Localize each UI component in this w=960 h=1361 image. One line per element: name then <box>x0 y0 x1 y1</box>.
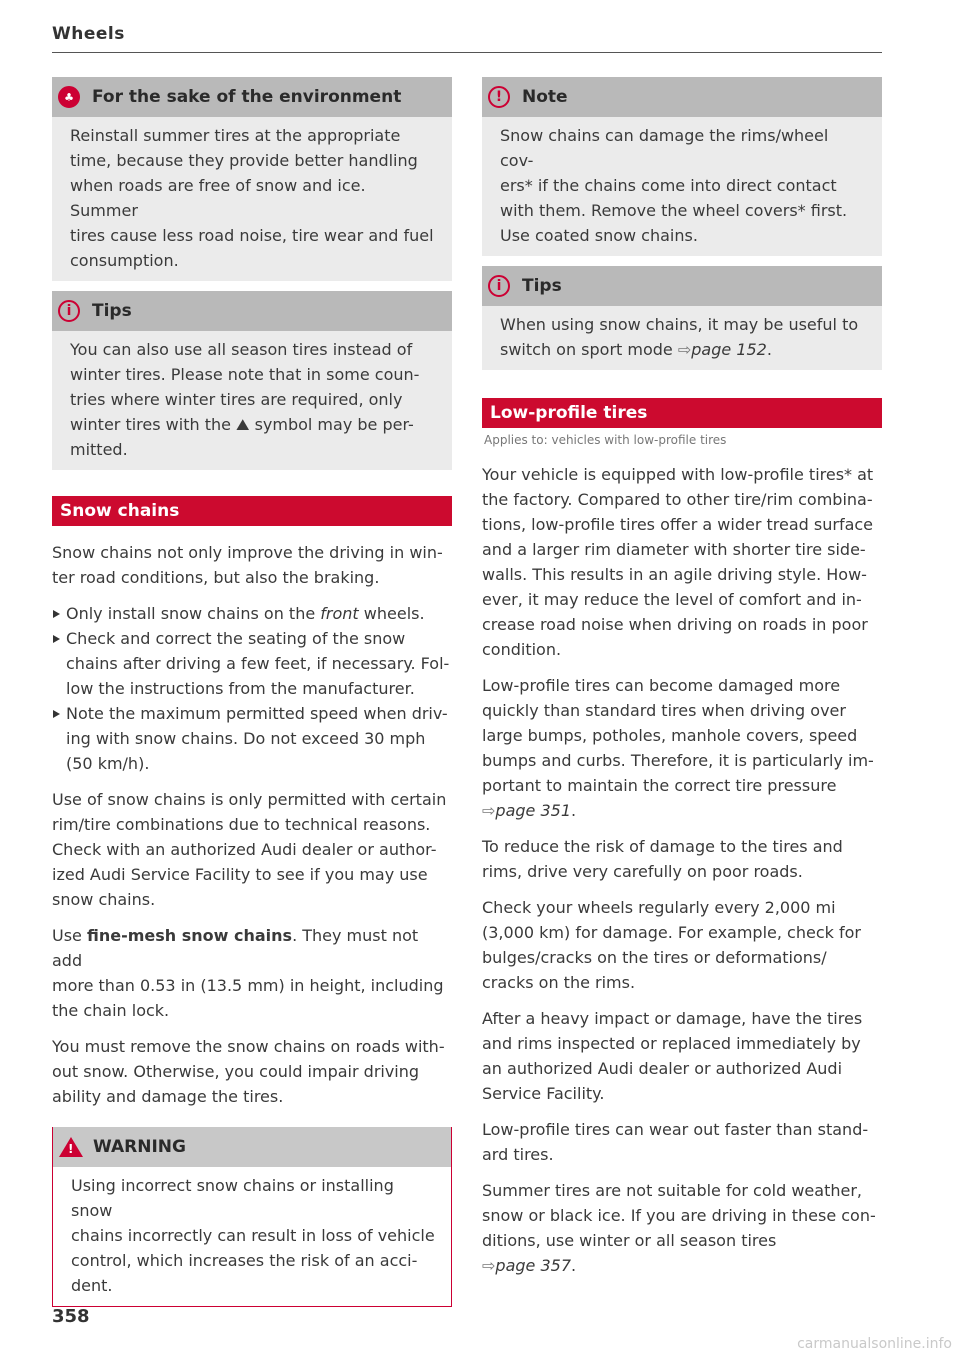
exclamation-icon: ! <box>488 86 510 108</box>
text-line: an authorized Audi dealer or authorized Audi <box>482 1059 843 1078</box>
text-run: Only install snow chains on the <box>66 604 321 623</box>
text-line: ⇨page 351. <box>482 801 577 820</box>
page-ref-text: page 152 <box>691 340 767 359</box>
text-line: chains after driving a few feet, if necessary. Fol- <box>66 654 450 673</box>
text-line: Service Facility. <box>482 1084 605 1103</box>
tips-box-body <box>52 331 452 470</box>
text-line: large bumps, potholes, manhole covers, speed <box>482 726 858 745</box>
text-line: rim/tire combinations due to technical reasons. <box>52 815 431 834</box>
text-line: (50 km/h). <box>66 754 150 773</box>
text-line: After a heavy impact or damage, have the tires <box>482 1009 863 1028</box>
text-line: the chain lock. <box>52 1001 170 1020</box>
text-line: Low-profile tires can become damaged more <box>482 676 841 695</box>
note-box <box>482 77 882 256</box>
text-line: ⇨page 357. <box>482 1256 577 1275</box>
text-line: Reinstall summer tires at the appropriate <box>70 126 401 145</box>
text-line: Use of snow chains is only permitted with certain <box>52 790 447 809</box>
text-line: control, which increases the risk of an acci- <box>71 1251 418 1270</box>
text-line: consumption. <box>70 251 179 270</box>
text-line: To reduce the risk of damage to the tires and <box>482 837 843 856</box>
text-line: when roads are free of snow and ice. Summer <box>70 176 366 220</box>
info-icon: i <box>58 300 80 322</box>
low-profile-para-4 <box>482 895 882 995</box>
snow-chains-intro <box>52 540 452 590</box>
text-line: Snow chains can damage the rims/wheel cov- <box>500 126 829 170</box>
snow-chains-para-2 <box>52 923 452 1023</box>
warning-box <box>52 1127 452 1307</box>
environment-box-body <box>52 117 452 281</box>
tips-box-header <box>482 266 882 306</box>
bullet-item <box>52 626 452 701</box>
text-line: portant to maintain the correct tire pressure <box>482 776 837 795</box>
text-line: winter tires. Please note that in some coun- <box>70 365 420 384</box>
text-line: When using snow chains, it may be useful to <box>500 315 859 334</box>
snow-chains-bullets <box>52 601 452 776</box>
text-line: crease road noise when driving on roads in poor <box>482 615 868 634</box>
text-line: rims, drive very carefully on poor roads. <box>482 862 803 881</box>
info-icon: i <box>488 275 510 297</box>
text-line: the factory. Compared to other tire/rim combina- <box>482 490 873 509</box>
page-ref-text: page 357 <box>495 1256 571 1275</box>
low-profile-para-7 <box>482 1178 882 1278</box>
text-line: ability and damage the tires. <box>52 1087 284 1106</box>
low-profile-para-1 <box>482 462 882 662</box>
text-line: ing with snow chains. Do not exceed 30 mph <box>66 729 426 748</box>
low-profile-para-5 <box>482 1006 882 1106</box>
text-line: ers* if the chains come into direct contact <box>500 176 837 195</box>
environment-box <box>52 77 452 281</box>
text-line: bumps and curbs. Therefore, it is particularly im- <box>482 751 874 770</box>
text-run: . <box>766 340 772 359</box>
text-line: chains incorrectly can result in loss of vehicle <box>71 1226 435 1245</box>
text-line: and a larger rim diameter with shorter tire side- <box>482 540 866 559</box>
emphasis-front: front <box>320 604 359 623</box>
tips-box-right <box>482 266 882 370</box>
bullet-item <box>52 701 452 776</box>
text-line <box>500 337 866 362</box>
note-box-header <box>482 77 882 117</box>
text-line: snow or black ice. If you are driving in these con- <box>482 1206 876 1225</box>
text-line: more than 0.53 in (13.5 mm) in height, including <box>52 976 444 995</box>
low-profile-para-3 <box>482 834 882 884</box>
environment-box-title: For the sake of the environment <box>92 87 402 107</box>
snow-chains-para-1 <box>52 787 452 912</box>
low-profile-para-6 <box>482 1117 882 1167</box>
page-reference[interactable] <box>678 340 767 359</box>
arrow-right-icon: ⇨ <box>482 801 496 820</box>
text-line: Snow chains not only improve the driving in win- <box>52 543 443 562</box>
snow-chains-para-3 <box>52 1034 452 1109</box>
note-box-body <box>482 117 882 256</box>
note-box-title: Note <box>522 87 568 107</box>
text-line: and rims inspected or replaced immediately by <box>482 1034 861 1053</box>
text-line: You must remove the snow chains on roads with- <box>52 1037 445 1056</box>
low-profile-heading: Low-profile tires <box>482 398 882 428</box>
text-line: cracks on the rims. <box>482 973 636 992</box>
text-line: Low-profile tires can wear out faster than stand- <box>482 1120 869 1139</box>
text-line: winter tires with the ⛰ symbol may be per- <box>70 415 414 434</box>
text-line: tires cause less road noise, tire wear and fuel <box>70 226 434 245</box>
text-line: with them. Remove the wheel covers* first. <box>500 201 848 220</box>
text-line: Your vehicle is equipped with low-profile tires* at <box>482 465 874 484</box>
page-number: 358 <box>52 1306 90 1327</box>
bullet-item <box>52 601 452 626</box>
text-line: Use coated snow chains. <box>500 226 698 245</box>
page-header: Wheels <box>52 24 125 44</box>
low-profile-para-2 <box>482 673 882 823</box>
text-line: Check your wheels regularly every 2,000 mi <box>482 898 836 917</box>
page-reference[interactable] <box>482 1256 571 1275</box>
snow-chains-heading: Snow chains <box>52 496 452 526</box>
text-line: (3,000 km) for damage. For example, check for <box>482 923 861 942</box>
text-line: Summer tires are not suitable for cold weather, <box>482 1181 862 1200</box>
text-run: wheels. <box>358 604 425 623</box>
text-line: ditions, use winter or all season tires <box>482 1231 777 1250</box>
environment-icon: ♣ <box>58 86 80 108</box>
tips-box-header <box>52 291 452 331</box>
page-ref-text: page 351 <box>495 801 571 820</box>
text-line: ever, it may reduce the level of comfort and in- <box>482 590 862 609</box>
text-line: quickly than standard tires when driving over <box>482 701 846 720</box>
text-line: dent. <box>71 1276 113 1295</box>
text-line: Using incorrect snow chains or installing snow <box>71 1176 394 1220</box>
text-line <box>52 923 452 973</box>
text-line: tries where winter tires are required, only <box>70 390 403 409</box>
bold-fine-mesh: fine-mesh snow chains <box>86 926 293 945</box>
left-column <box>52 77 452 1317</box>
right-column <box>482 77 882 1289</box>
text-line: mitted. <box>70 440 128 459</box>
text-run: Use <box>52 926 87 945</box>
warning-box-title: WARNING <box>93 1137 186 1157</box>
page-reference[interactable] <box>482 801 571 820</box>
text-line: You can also use all season tires instead of <box>70 340 413 359</box>
text-line: Check and correct the seating of the snow <box>66 629 406 648</box>
warning-icon: ! <box>59 1137 83 1157</box>
tips-box-left <box>52 291 452 470</box>
text-line: ter road conditions, but also the braking. <box>52 568 380 587</box>
text-line: snow chains. <box>52 890 156 909</box>
tips-box-body <box>482 306 882 370</box>
tips-box-title: Tips <box>522 276 562 296</box>
text-line: Check with an authorized Audi dealer or author- <box>52 840 437 859</box>
text-line: time, because they provide better handling <box>70 151 418 170</box>
text-line: ized Audi Service Facility to see if you may use <box>52 865 428 884</box>
arrow-right-icon: ⇨ <box>482 1256 496 1275</box>
tips-box-title: Tips <box>92 301 132 321</box>
applies-to: Applies to: vehicles with low-profile tires <box>484 433 727 447</box>
text-line: low the instructions from the manufacturer. <box>66 679 415 698</box>
text-line: condition. <box>482 640 562 659</box>
text-line: Note the maximum permitted speed when driv- <box>66 704 448 723</box>
text-run: switch on sport mode <box>500 340 678 359</box>
text-line: ard tires. <box>482 1145 554 1164</box>
text-line: tions, low-profile tires offer a wider tread surface <box>482 515 874 534</box>
text-line: out snow. Otherwise, you could impair driving <box>52 1062 420 1081</box>
environment-box-header <box>52 77 452 117</box>
warning-box-header <box>53 1127 451 1167</box>
warning-box-body <box>53 1167 451 1306</box>
header-rule <box>52 52 882 53</box>
watermark: carmanualsonline.info <box>797 1336 952 1352</box>
text-line: walls. This results in an agile driving style. How- <box>482 565 867 584</box>
text-run: . They must not add <box>52 926 419 970</box>
arrow-right-icon: ⇨ <box>677 340 692 359</box>
text-line: bulges/cracks on the tires or deformations/ <box>482 948 827 967</box>
